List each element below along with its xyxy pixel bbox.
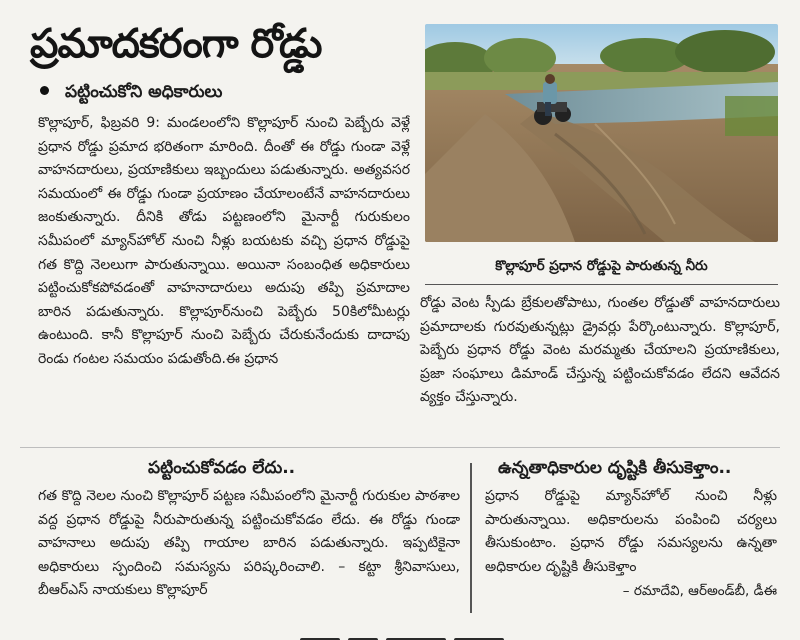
subhead-text: పట్టించుకోని అధికారులు [65, 82, 223, 102]
article-body-col2: రోడ్డు వెంట స్పీడు బ్రేకులతోపాటు, గుంతల రోడ్డుతో వాహనదారులు ప్రమాదాలకు గురవుతున్నట్లు డ్రైవర్లు పేర్కొంటున్నారు. కొల్లాపూర్, పెబ్బేరు ప్రధాన రోడ్డు వెంట మరమ్మతు చేయాలని ప్రయాణికులు, ప్రజా సంఘాలు డిమాండ్ చేస్తున్న పట్టించుకోవడం లేదని ఆవేదన వ్యక్తం చేస్తున్నారు. [420, 295, 780, 406]
left-box-body: గత కొద్ది నెలల నుంచి కొల్లాపూర్ పట్టణ సమీపంలోని మైనార్టీ గురుకుల పాఠశాల వద్ద ప్రధాన రోడ్డుపై నీరుపారుతున్న పట్టించుకోవడం లేదు. ఈ రోడ్డు గుండా వాహనాలు అదుపు తప్పి గాయాల బారిన పడుతున్నారు. ఇప్పటికైనా అధికారులు స్పందించి సమస్యను పరిష్కరించాలి. – కట్టా శ్రీనివాసులు, బీఆర్ఎస్ నాయకులు కొల్లాపూర్ [38, 488, 460, 599]
article-headline: ప్రమాదకరంగా రోడ్డు [30, 21, 322, 67]
right-box [485, 485, 777, 603]
section-divider [20, 447, 780, 448]
left-box-heading: పట్టించుకోవడం లేదు.. [148, 458, 296, 478]
article-body-col1: కొల్లాపూర్, ఫిబ్రవరి 9: మండలంలోని కొల్లాపూర్ నుంచి పెబ్బేరు వెళ్లే ప్రధాన రోడ్డు ప్రమాద భరితంగా మారింది. దీంతో ఈ రోడ్డు గుండా వెళ్లే వాహనదారులు, ప్రయాణికులు ఇబ్బందులు పడుతున్నారు. అత్యవసర సమయంలో ఈ రోడ్డు గుండా ప్రయాణం చేయాలంటేనే వాహనదారులు జంకుతున్నారు. దీనికి తోడు పట్టణంలోని మైనార్టీ గురుకులం సమీపంలో మ్యాన్‌హోల్ నుంచి నీళ్లు బయటకు వచ్చి ప్రధాన రోడ్డుపై గత కొద్ది నెలలుగా పారుతున్నాయి. అయినా సంబంధిత అధికారులు పట్టించుకోకపోవడంతో వాహనాదారులు అదుపు తప్పి ప్రమాదాల బారిన పడుతున్నారు. కొల్లాపూర్‌నుంచి పెబ్బేరు 50కిలోమీటర్లు ఉంటుంది. కానీ కొల్లాపూర్ నుంచి పెబ్బేరు చేరుకునేందుకు దాదాపు రెండు గంటల సమయం పడుతోంది.ఈ ప్రధాన [38, 115, 410, 367]
photo-caption: కొల్లాపూర్ ప్రధాన రోడ్డుపై పారుతున్న నీరు [425, 248, 778, 285]
article-subhead [40, 78, 410, 106]
right-box-attribution: – రమాదేవి, ఆర్అండ్‌బీ, డీఈ [622, 583, 777, 600]
road-photo-icon [425, 24, 778, 242]
road-photo [425, 24, 778, 242]
right-box-heading: ఉన్నతాధికారుల దృష్టికి తీసుకెళ్తాం.. [498, 458, 732, 478]
bullet-icon [40, 86, 49, 95]
right-box-body: ప్రధాన రోడ్డుపై మ్యాన్‌హోల్ నుంచి నీళ్లు పారుతున్నాయి. అధికారులను పంపించి చర్యలు తీసుకుంటాం. ప్రధాన రోడ్డు సమస్యలను ఉన్నతా అధికారుల దృష్టికి తీసుకెళ్తాం [485, 488, 777, 575]
column-divider [470, 463, 472, 613]
cropped-text-fragment [300, 628, 560, 640]
